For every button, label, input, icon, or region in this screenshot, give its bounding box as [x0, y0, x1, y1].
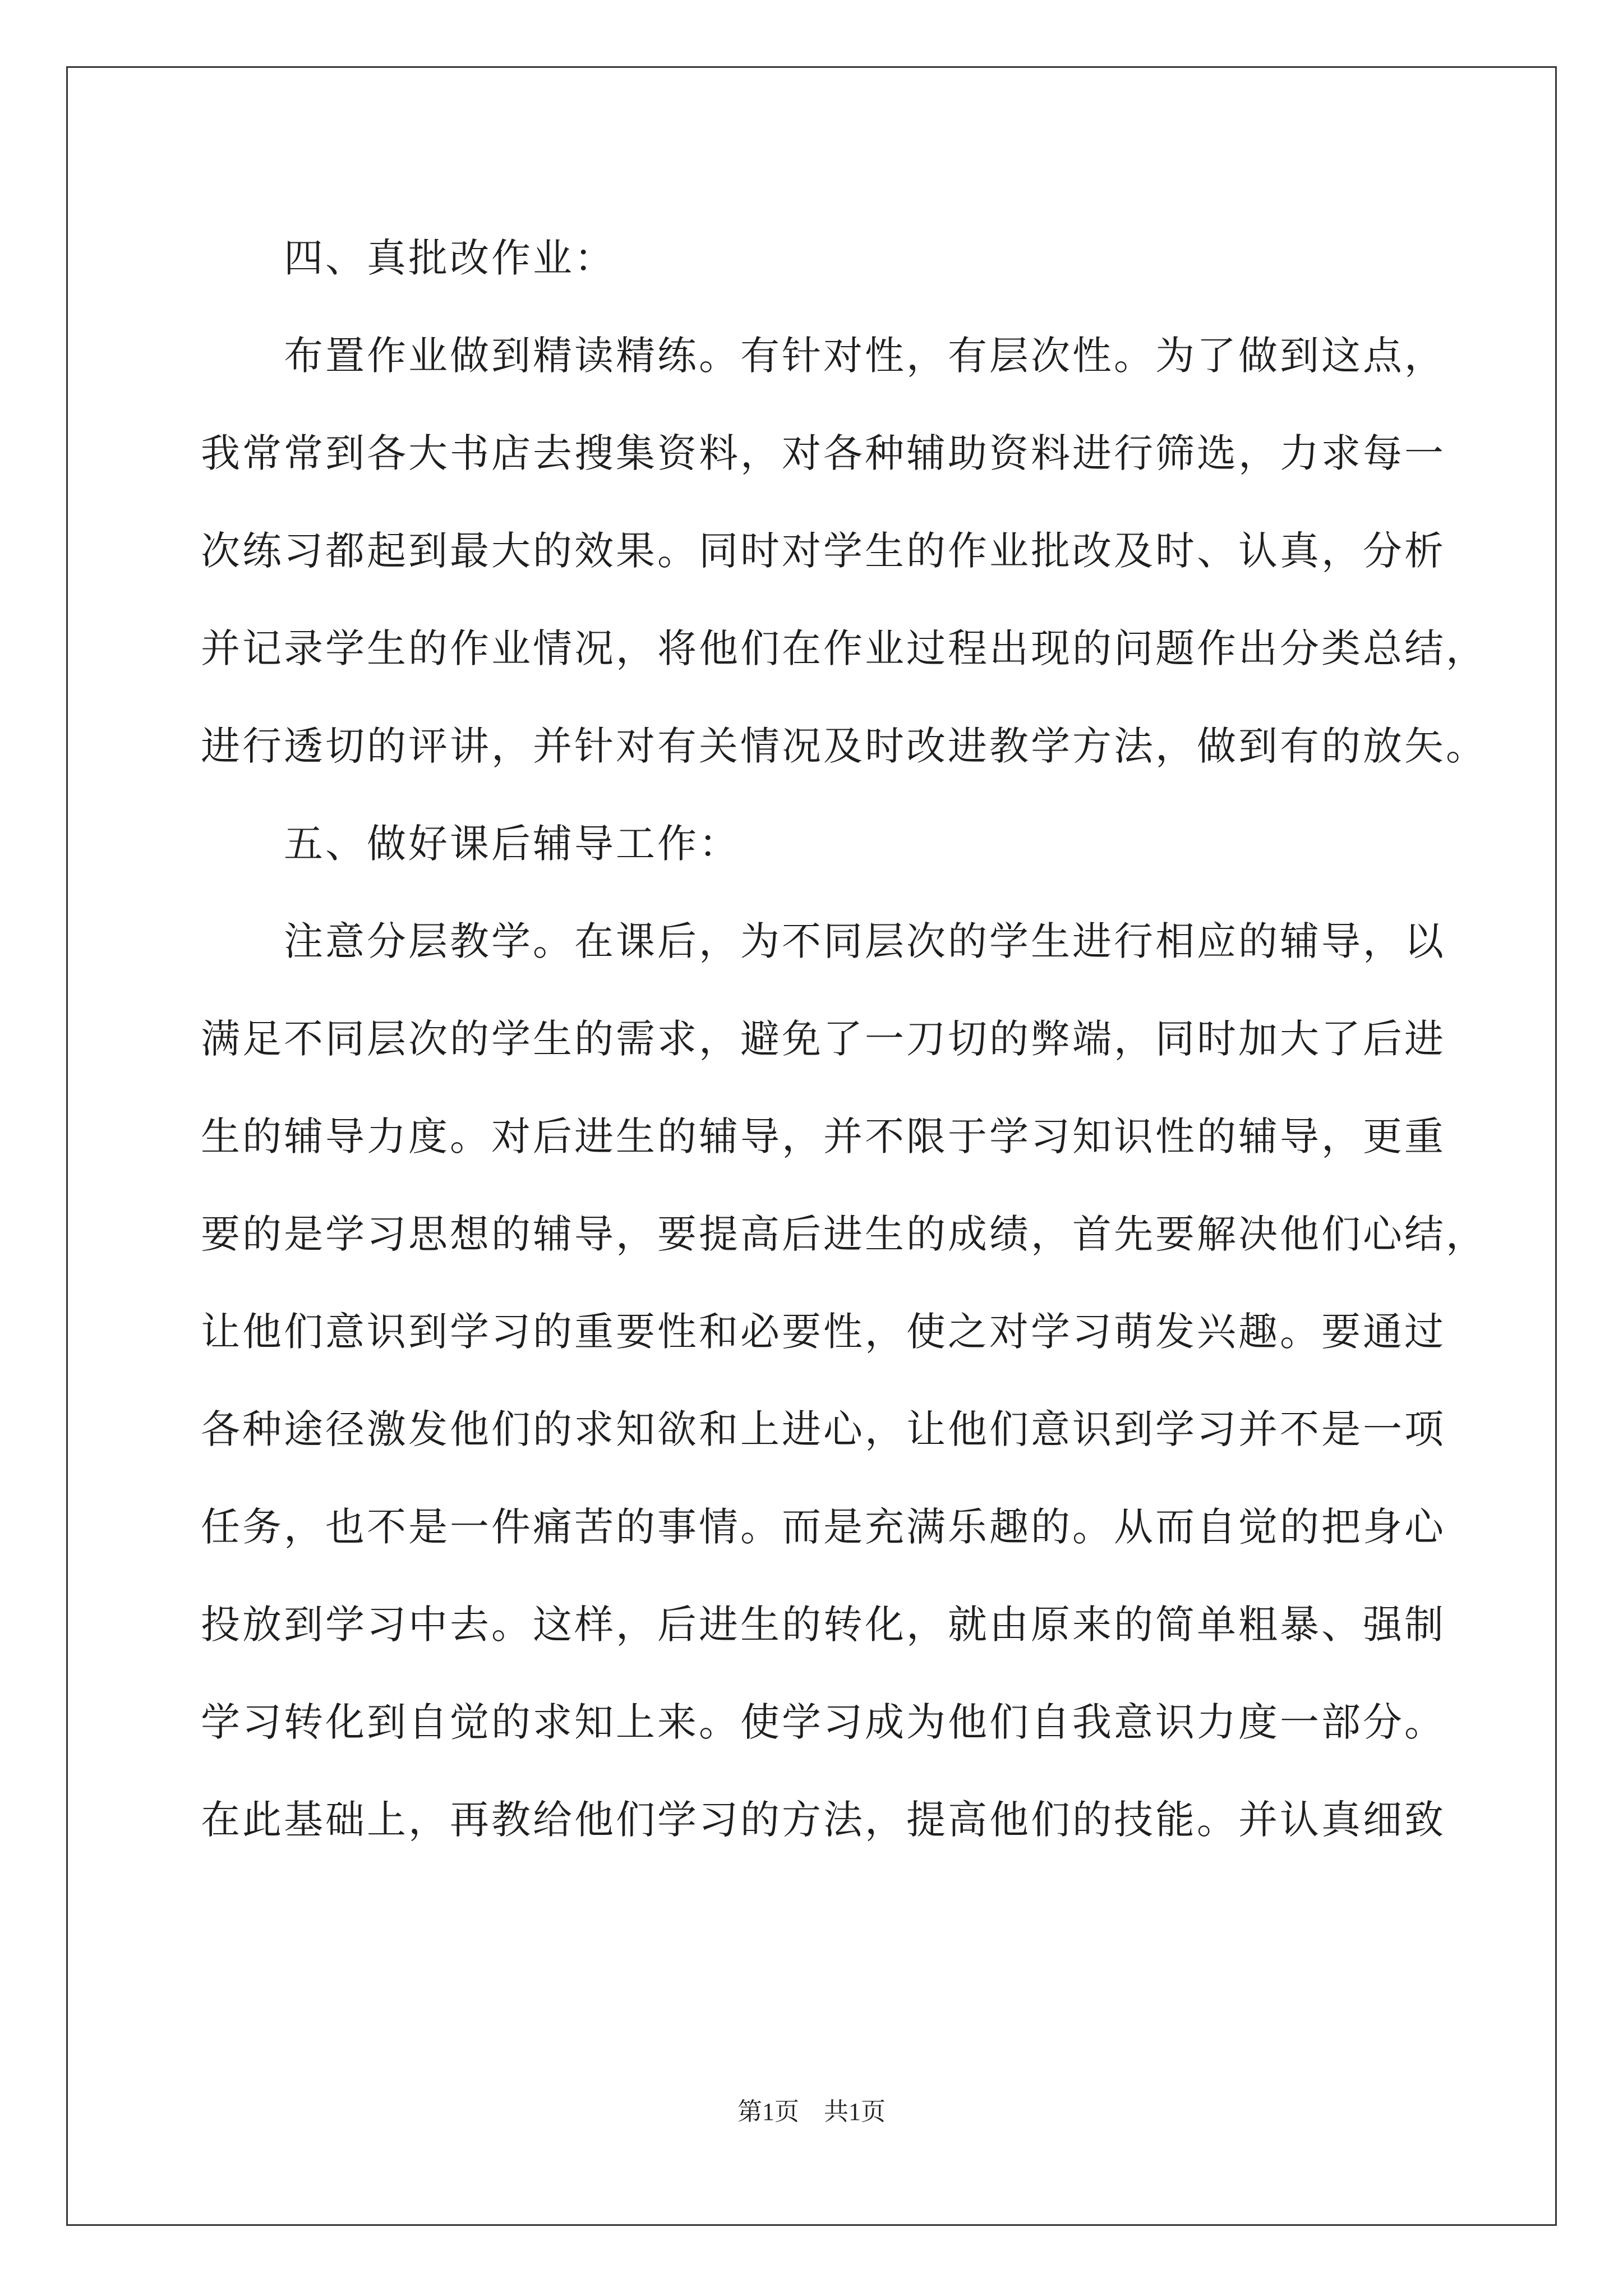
paragraph-line: 注意分层教学。在课后，为不同层次的学生进行相应的辅导，以	[284, 918, 1446, 964]
page-number-footer: 第1页 共1页	[737, 2098, 886, 2125]
paragraph-line: 让他们意识到学习的重要性和必要性，使之对学习萌发兴趣。要通过	[201, 1309, 1446, 1355]
section-heading: 四、真批改作业：	[284, 235, 616, 281]
document-body	[201, 224, 1487, 1884]
section-heading: 五、做好课后辅导工作：	[284, 821, 740, 867]
paragraph-line: 布置作业做到精读精练。有针对性，有层次性。为了做到这点，	[284, 333, 1446, 379]
paragraph-line: 我常常到各大书店去搜集资料，对各种辅助资料进行筛选，力求每一	[201, 430, 1446, 476]
paragraph-line: 满足不同层次的学生的需求，避免了一刀切的弊端，同时加大了后进	[201, 1016, 1446, 1062]
paragraph-line: 要的是学习思想的辅导，要提高后进生的成绩，首先要解决他们心结，	[201, 1211, 1487, 1257]
paragraph-line: 生的辅导力度。对后进生的辅导，并不限于学习知识性的辅导，更重	[201, 1114, 1446, 1159]
paragraph-line: 次练习都起到最大的效果。同时对学生的作业批改及时、认真，分析	[201, 528, 1446, 574]
paragraph-line: 在此基础上，再教给他们学习的方法，提高他们的技能。并认真细致	[201, 1797, 1446, 1843]
paragraph-line: 投放到学习中去。这样，后进生的转化，就由原来的简单粗暴、强制	[201, 1602, 1446, 1648]
paragraph-line: 学习转化到自觉的求知上来。使学习成为他们自我意识力度一部分。	[201, 1699, 1446, 1745]
paragraph-line: 进行透切的评讲，并针对有关情况及时改进教学方法，做到有的放矢。	[201, 723, 1487, 769]
paragraph-line: 任务，也不是一件痛苦的事情。而是充满乐趣的。从而自觉的把身心	[201, 1504, 1446, 1550]
paragraph-line: 并记录学生的作业情况，将他们在作业过程出现的问题作出分类总结，	[201, 625, 1487, 671]
paragraph-line: 各种途径激发他们的求知欲和上进心，让他们意识到学习并不是一项	[201, 1406, 1446, 1452]
